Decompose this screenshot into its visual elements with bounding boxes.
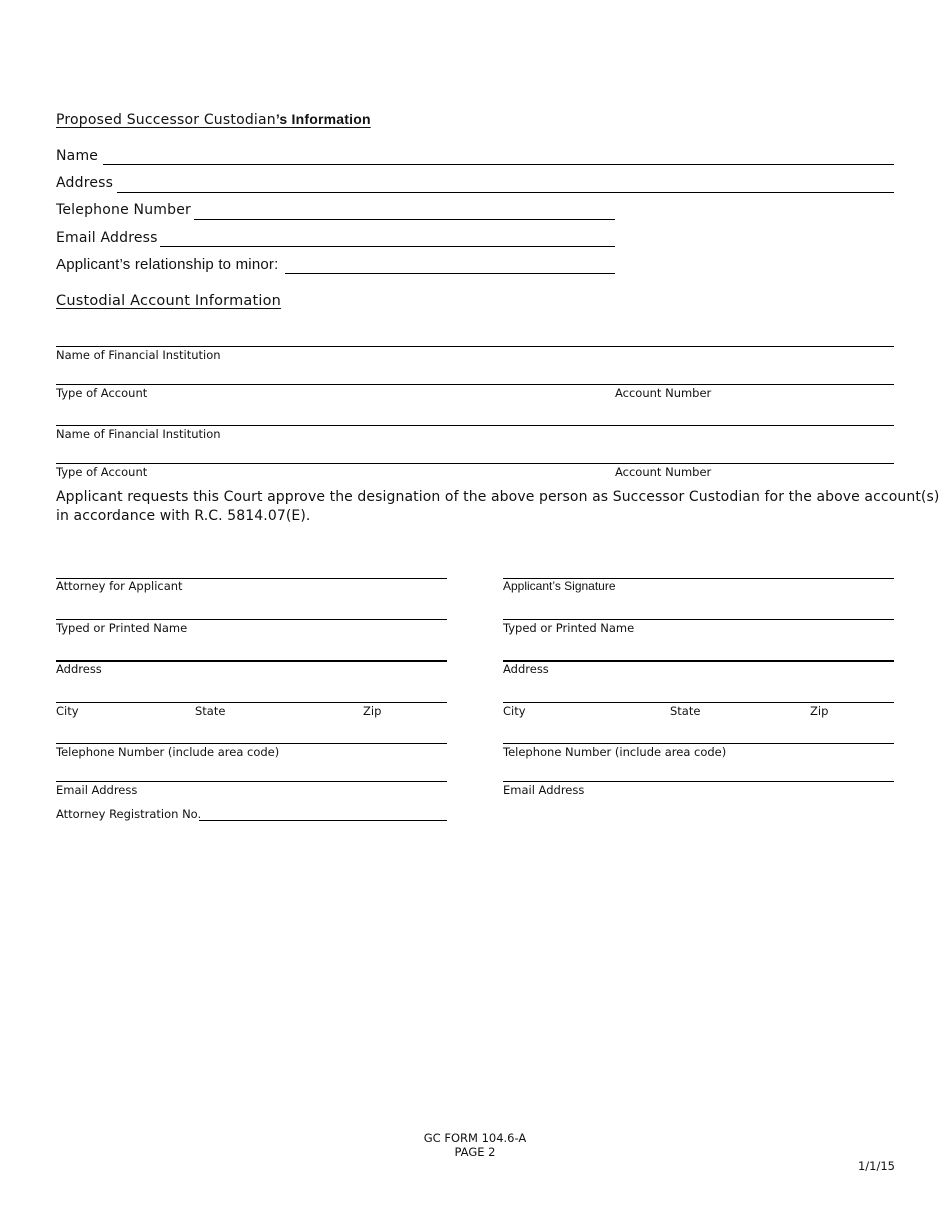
- email-label: Email Address: [56, 230, 158, 246]
- name-field[interactable]: [103, 164, 894, 165]
- applicant-email-field[interactable]: [503, 781, 894, 782]
- page-number: PAGE 2: [454, 1145, 496, 1159]
- institution-1-label: Name of Financial Institution: [56, 348, 221, 362]
- account-1-field[interactable]: [56, 384, 894, 385]
- applicant-state-label: State: [670, 704, 701, 718]
- attorney-city-label: City: [56, 704, 79, 718]
- relationship-field[interactable]: [285, 273, 615, 274]
- attorney-zip-label: Zip: [363, 704, 382, 718]
- applicant-typed-name-field[interactable]: [503, 619, 894, 620]
- institution-1-field[interactable]: [56, 346, 894, 347]
- attorney-registration-label: Attorney Registration No.: [56, 807, 202, 821]
- form-id: GC FORM 104.6-A: [423, 1131, 527, 1145]
- attorney-title: Attorney for Applicant: [56, 579, 183, 593]
- account-number-1-label: Account Number: [615, 386, 712, 400]
- name-label: Name: [56, 148, 99, 164]
- applicant-city-label: City: [503, 704, 526, 718]
- attorney-registration-field[interactable]: [199, 820, 447, 821]
- attorney-telephone-label: Telephone Number (include area code): [56, 745, 280, 759]
- applicant-title: Applicant’s Signature: [503, 579, 616, 593]
- attorney-address-label: Address: [56, 662, 102, 676]
- account-number-2-label: Account Number: [615, 465, 712, 479]
- email-field[interactable]: [160, 246, 615, 247]
- applicant-city-field[interactable]: [503, 702, 894, 703]
- request-line-1: Applicant requests this Court approve the designation of the above person as Successor Custodian for the above account(s): [56, 489, 940, 505]
- form-date: 1/1/15: [857, 1159, 895, 1173]
- attorney-typed-name-field[interactable]: [56, 619, 447, 620]
- attorney-address-field[interactable]: [56, 660, 447, 662]
- applicant-typed-name-label: Typed or Printed Name: [503, 621, 635, 635]
- attorney-email-field[interactable]: [56, 781, 447, 782]
- account-type-2-label: Type of Account: [56, 465, 148, 479]
- applicant-address-field[interactable]: [503, 660, 894, 662]
- applicant-telephone-field[interactable]: [503, 743, 894, 744]
- applicant-telephone-label: Telephone Number (include area code): [503, 745, 727, 759]
- request-line-2: in accordance with R.C. 5814.07(E).: [56, 508, 311, 524]
- applicant-email-label: Email Address: [503, 783, 585, 797]
- successor-heading-part1: Proposed Successor Custodian: [56, 112, 276, 128]
- institution-2-label: Name of Financial Institution: [56, 427, 221, 441]
- attorney-email-label: Email Address: [56, 783, 138, 797]
- attorney-state-label: State: [195, 704, 226, 718]
- attorney-city-field[interactable]: [56, 702, 447, 703]
- account-type-1-label: Type of Account: [56, 386, 148, 400]
- successor-heading-part2: ’s Information: [275, 111, 371, 127]
- attorney-typed-name-label: Typed or Printed Name: [56, 621, 188, 635]
- request-paragraph: [56, 488, 940, 526]
- relationship-label: Applicant’s relationship to minor:: [56, 256, 279, 273]
- attorney-telephone-field[interactable]: [56, 743, 447, 744]
- telephone-field[interactable]: [194, 219, 615, 220]
- applicant-address-label: Address: [503, 662, 549, 676]
- applicant-zip-label: Zip: [810, 704, 829, 718]
- institution-2-field[interactable]: [56, 425, 894, 426]
- successor-heading: [56, 111, 371, 128]
- account-2-field[interactable]: [56, 463, 894, 464]
- telephone-label: Telephone Number: [56, 202, 191, 218]
- address-label: Address: [56, 175, 114, 191]
- footer-center: [375, 1131, 575, 1159]
- address-field[interactable]: [117, 192, 894, 193]
- custodial-heading: Custodial Account Information: [56, 293, 282, 309]
